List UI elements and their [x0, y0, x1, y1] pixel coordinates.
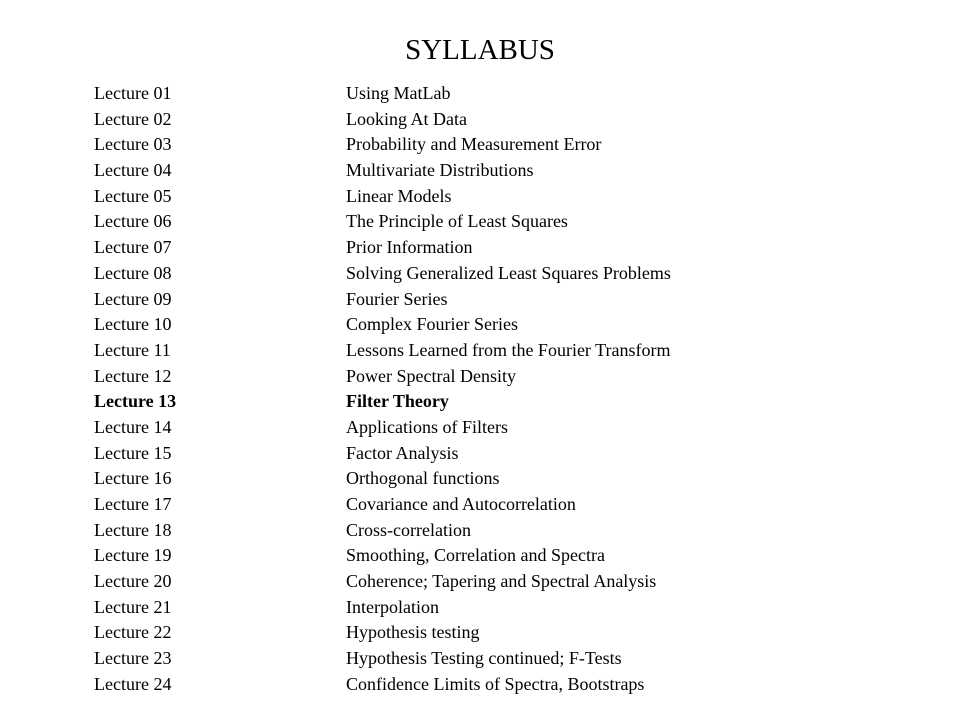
lecture-number: Lecture 24: [94, 673, 172, 694]
lecture-topic: Covariance and Autocorrelation: [346, 494, 576, 514]
lecture-topic: Lessons Learned from the Fourier Transform: [346, 339, 671, 360]
lecture-number: Lecture 23: [94, 648, 172, 669]
lecture-topic: Smoothing, Correlation and Spectra: [346, 545, 605, 566]
lecture-number: Lecture 08: [94, 262, 172, 283]
lecture-row: [94, 338, 894, 364]
lecture-number: Lecture 22: [94, 622, 172, 643]
lecture-topic: Applications of Filters: [346, 416, 508, 437]
lecture-number: Lecture 12: [94, 365, 172, 386]
lecture-number: Lecture 13: [94, 391, 177, 412]
lecture-row: [94, 107, 894, 133]
lecture-number: Lecture 04: [94, 160, 172, 181]
lecture-topic: The Principle of Least Squares: [346, 211, 568, 232]
lecture-number: Lecture 03: [94, 134, 172, 155]
lecture-number: Lecture 16: [94, 468, 172, 489]
lecture-topic: Factor Analysis: [346, 442, 459, 463]
page-title: SYLLABUS: [405, 34, 555, 66]
lecture-row: [94, 492, 894, 518]
lecture-topic: Complex Fourier Series: [346, 314, 518, 335]
lecture-number: Lecture 14: [94, 416, 172, 437]
lecture-number: Lecture 11: [94, 339, 171, 360]
lecture-topic: Linear Models: [346, 185, 452, 206]
lecture-row: [94, 646, 894, 672]
lecture-row: [94, 543, 894, 569]
lecture-row: [94, 235, 894, 261]
lecture-row: [94, 415, 894, 441]
lecture-topic: Power Spectral Density: [346, 365, 516, 386]
lecture-list: [94, 81, 894, 698]
lecture-number: Lecture 09: [94, 288, 172, 309]
lecture-row-current: [94, 389, 894, 415]
lecture-row: [94, 158, 894, 184]
lecture-number: Lecture 18: [94, 519, 172, 540]
lecture-row: [94, 569, 894, 595]
lecture-topic: Solving Generalized Least Squares Problems: [346, 262, 671, 283]
lecture-row: [94, 261, 894, 287]
lecture-row: [94, 441, 894, 467]
lecture-topic: Hypothesis testing: [346, 622, 480, 643]
lecture-topic: Orthogonal functions: [346, 468, 500, 489]
lecture-row: [94, 364, 894, 390]
lecture-number: Lecture 10: [94, 314, 172, 335]
lecture-row: [94, 287, 894, 313]
lecture-topic: Prior Information: [346, 237, 473, 258]
lecture-number: Lecture 02: [94, 108, 172, 129]
lecture-row: [94, 184, 894, 210]
lecture-topic: Coherence; Tapering and Spectral Analysis: [346, 571, 657, 592]
lecture-row: [94, 132, 894, 158]
lecture-number: Lecture 06: [94, 211, 172, 232]
lecture-row: [94, 209, 894, 235]
lecture-number: Lecture 07: [94, 237, 172, 258]
lecture-row: [94, 312, 894, 338]
lecture-number: Lecture 05: [94, 185, 172, 206]
lecture-row: [94, 672, 894, 698]
lecture-topic: Using MatLab: [346, 83, 451, 103]
lecture-topic: Confidence Limits of Spectra, Bootstraps: [346, 673, 645, 694]
lecture-number: Lecture 15: [94, 442, 172, 463]
lecture-topic: Fourier Series: [346, 288, 448, 309]
lecture-row: [94, 620, 894, 646]
lecture-row: [94, 81, 894, 107]
lecture-topic: Filter Theory: [346, 391, 449, 412]
lecture-number: Lecture 19: [94, 545, 172, 566]
lecture-topic: Probability and Measurement Error: [346, 134, 602, 155]
lecture-topic: Cross-correlation: [346, 519, 471, 540]
lecture-number: Lecture 20: [94, 571, 172, 592]
lecture-topic: Interpolation: [346, 596, 439, 617]
lecture-topic: Hypothesis Testing continued; F-Tests: [346, 648, 622, 669]
lecture-number: Lecture 21: [94, 596, 172, 617]
lecture-row: [94, 466, 894, 492]
lecture-row: [94, 595, 894, 621]
lecture-topic: Multivariate Distributions: [346, 160, 534, 181]
lecture-number: Lecture 17: [94, 494, 172, 514]
lecture-topic: Looking At Data: [346, 108, 467, 129]
lecture-number: Lecture 01: [94, 83, 172, 103]
lecture-row: [94, 518, 894, 544]
